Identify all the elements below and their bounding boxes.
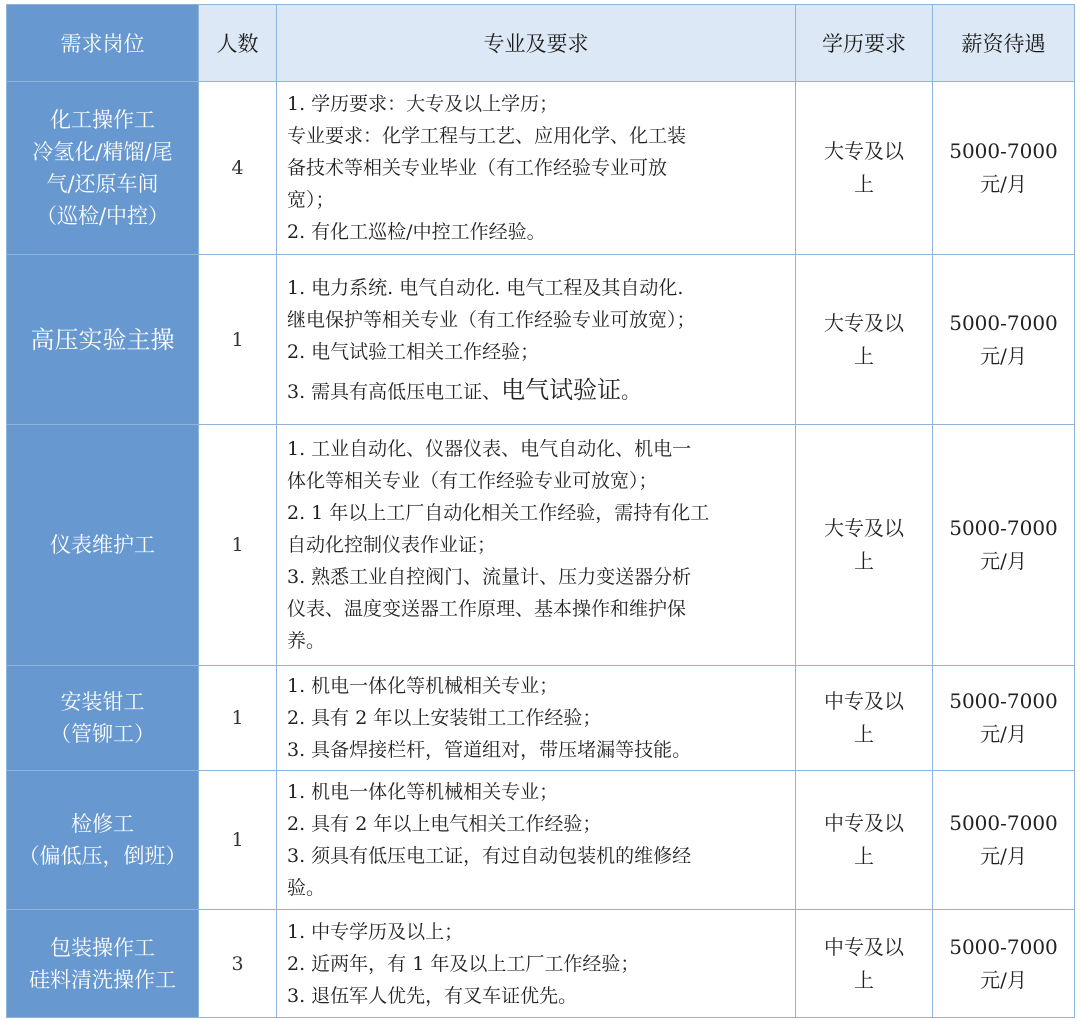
requirement-line: 仪表、温度变送器工作原理、基本操作和维护保 (287, 598, 687, 620)
requirement-line: 3. 具备焊接栏杆，管道组对，带压堵漏等技能。 (287, 739, 692, 761)
education-text: 上 (854, 549, 874, 573)
education-text: 上 (854, 343, 874, 368)
count-cell: 4 (199, 82, 277, 255)
header-position: 需求岗位 (7, 5, 199, 82)
requirement-line: 养。 (287, 630, 326, 652)
table-row (7, 425, 1075, 666)
job-requirements-table (6, 4, 1075, 1018)
position-text: 冷氢化/精馏/尾 (32, 140, 173, 164)
education-cell (796, 771, 933, 910)
salary-text: 元/月 (980, 343, 1027, 368)
requirement-line (287, 374, 785, 408)
count-cell: 1 (199, 771, 277, 910)
education-cell (796, 425, 933, 666)
requirement-line: 1. 学历要求：大专及以上学历； (287, 93, 559, 115)
position-cell (7, 425, 199, 666)
table-row (7, 666, 1075, 771)
count-cell: 1 (199, 255, 277, 425)
salary-cell (933, 771, 1075, 910)
requirement-text: 3. 需具有高低压电工证、 (287, 380, 502, 403)
requirement-line: 宽）； (287, 189, 335, 211)
requirement-line: 验。 (287, 877, 326, 899)
requirements-cell (277, 666, 796, 771)
requirement-line: 专业要求：化学工程与工艺、应用化学、化工装 (287, 125, 687, 147)
requirement-line: 2. 近两年，有 1 年及以上工厂工作经验； (287, 952, 640, 975)
salary-cell (933, 666, 1075, 771)
position-text: 仪表维护工 (50, 533, 155, 557)
requirement-line: 体化等相关专业（有工作经验专业可放宽）； (287, 470, 658, 492)
salary-text: 元/月 (980, 549, 1027, 573)
requirement-line: 2. 有化工巡检/中控工作经验。 (287, 221, 546, 243)
requirement-line: 3. 须具有低压电工证，有过自动包装机的维修经 (287, 845, 692, 867)
position-cell (7, 255, 199, 425)
position-text: 包装操作工 (50, 935, 155, 960)
header-salary: 薪资待遇 (933, 5, 1075, 82)
position-cell (7, 771, 199, 910)
position-text: 硅料清洗操作工 (29, 967, 176, 992)
table-header-row (7, 5, 1075, 82)
education-cell (796, 666, 933, 771)
education-text: 大专及以 (824, 139, 904, 163)
position-text: 气/还原车间 (46, 172, 159, 196)
requirement-line: 自动化控制仪表作业证； (287, 534, 497, 556)
table-row (7, 910, 1075, 1018)
requirement-line: 3. 退伍军人优先，有叉车证优先。 (287, 984, 578, 1007)
salary-text: 元/月 (980, 172, 1027, 196)
education-text: 中专及以 (824, 811, 904, 835)
requirement-line: 继电保护等相关专业（有工作经验专业可放宽）； (287, 308, 696, 331)
requirement-line: 2. 电气试验工相关工作经验； (287, 340, 540, 363)
table-row (7, 255, 1075, 425)
requirement-emphasis: 电气试验证 (501, 375, 622, 404)
table-row (7, 771, 1075, 910)
education-text: 大专及以 (824, 310, 904, 335)
salary-text: 5000-7000 (949, 139, 1058, 163)
salary-text: 元/月 (980, 967, 1027, 992)
position-text: 化工操作工 (50, 108, 155, 132)
position-text: 高压实验主操 (30, 325, 175, 354)
requirement-text: 。 (621, 380, 641, 403)
requirement-line: 1. 机电一体化等机械相关专业； (287, 781, 559, 803)
requirement-line: 2. 1 年以上工厂自动化相关工作经验，需持有化工 (287, 502, 710, 524)
salary-text: 5000-7000 (949, 811, 1058, 835)
requirement-line: 2. 具有 2 年以上电气相关工作经验； (287, 813, 602, 835)
salary-text: 元/月 (980, 844, 1027, 868)
salary-cell (933, 425, 1075, 666)
salary-cell (933, 910, 1075, 1018)
education-cell (796, 255, 933, 425)
position-text: （偏低压，倒班） (18, 844, 187, 868)
requirement-line: 1. 中专学历及以上； (287, 920, 464, 943)
education-text: 上 (854, 722, 874, 746)
education-text: 上 (854, 844, 874, 868)
salary-text: 5000-7000 (949, 934, 1058, 959)
education-text: 上 (854, 967, 874, 992)
salary-cell (933, 82, 1075, 255)
requirements-cell (277, 910, 796, 1018)
requirement-line: 1. 机电一体化等机械相关专业； (287, 675, 559, 697)
requirements-cell (277, 771, 796, 910)
position-text: 安装钳工 (60, 690, 145, 714)
education-text: 上 (854, 172, 874, 196)
count-cell: 1 (199, 425, 277, 666)
position-cell (7, 82, 199, 255)
salary-text: 5000-7000 (949, 310, 1058, 335)
count-cell: 1 (199, 666, 277, 771)
table-row (7, 82, 1075, 255)
header-education: 学历要求 (796, 5, 933, 82)
requirement-line: 2. 具有 2 年以上安装钳工工作经验； (287, 707, 602, 729)
education-cell (796, 82, 933, 255)
salary-cell (933, 255, 1075, 425)
salary-text: 5000-7000 (949, 689, 1058, 713)
position-cell (7, 910, 199, 1018)
education-text: 中专及以 (824, 689, 904, 713)
salary-text: 5000-7000 (949, 516, 1058, 540)
requirements-cell (277, 425, 796, 666)
salary-text: 元/月 (980, 722, 1027, 746)
education-cell (796, 910, 933, 1018)
header-requirements: 专业及要求 (277, 5, 796, 82)
position-text: （管铆工） (50, 722, 155, 746)
education-text: 中专及以 (824, 934, 904, 959)
position-text: （巡检/中控） (35, 204, 170, 228)
education-text: 大专及以 (824, 516, 904, 540)
header-count: 人数 (199, 5, 277, 82)
requirement-line: 1. 电力系统. 电气自动化. 电气工程及其自动化. (287, 276, 684, 299)
position-cell (7, 666, 199, 771)
requirement-line: 3. 熟悉工业自控阀门、流量计、压力变送器分析 (287, 566, 692, 588)
requirement-line: 备技术等相关专业毕业（有工作经验专业可放 (287, 157, 668, 179)
count-cell: 3 (199, 910, 277, 1018)
requirements-cell (277, 82, 796, 255)
position-text: 检修工 (71, 812, 134, 836)
requirement-line: 1. 工业自动化、仪器仪表、电气自动化、机电一 (287, 438, 692, 460)
requirements-cell (277, 255, 796, 425)
